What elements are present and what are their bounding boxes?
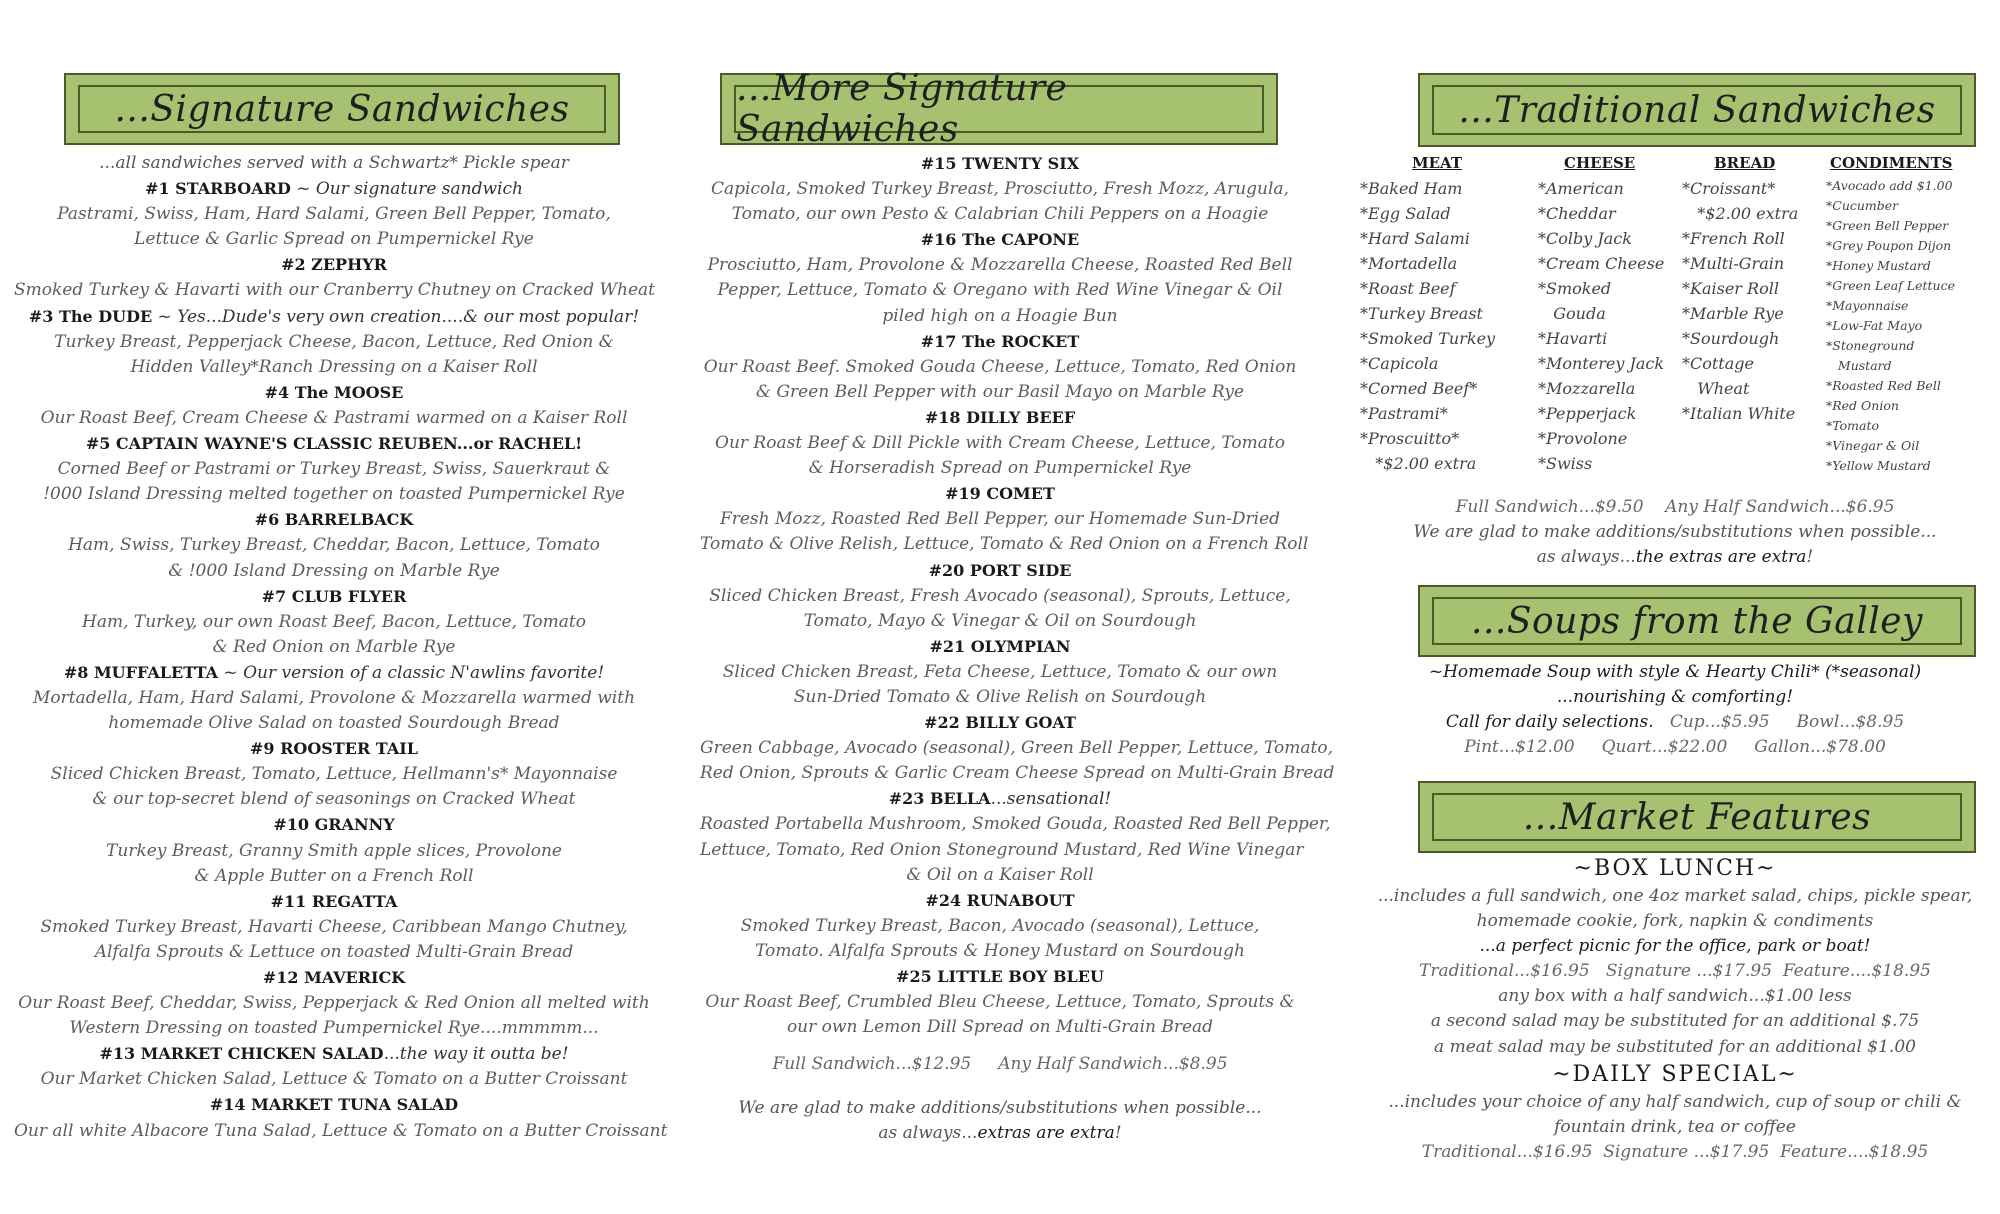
traditional-note1: We are glad to make additions/substitutions when possible... [1413,522,1937,543]
box-note-2: a second salad may be substituted for an additional $.75 [1430,1011,1920,1032]
condiment-option: *Green Bell Pepper [1826,218,1949,233]
signature-item-title: #11 REGATTA [270,891,398,911]
more-item-desc: Roasted Portabella Mushroom, Smoked Gouda, Roasted Red Bell Pepper, [700,814,1331,835]
condiment-option: *Yellow Mustard [1826,458,1931,473]
more-item-title: #24 RUNABOUT [925,890,1075,910]
more-item-desc: Sliced Chicken Breast, Fresh Avocado (seasonal), Sprouts, Lettuce, [709,585,1291,606]
condiment-option: *Tomato [1826,418,1879,433]
meat-option: *Pastrami* [1360,404,1448,423]
signature-item-desc: Our all white Albacore Tuna Salad, Lettuce & Tomato on a Butter Croissant [14,1120,668,1141]
more-note2: as always...extras are extra! [878,1123,1122,1144]
signature-item-title: #5 CAPTAIN WAYNE'S CLASSIC REUBEN...or RACHEL! [85,434,583,454]
signature-item-desc: Smoked Turkey & Havarti with our Cranberry Chutney on Cracked Wheat [14,280,656,301]
bread-option: *Italian White [1682,404,1796,423]
condiment-option: *Green Leaf Lettuce [1826,278,1955,293]
more-item-desc: Sliced Chicken Breast, Feta Cheese, Lettuce, Tomato & our own [722,661,1278,682]
traditional-footer [1360,495,1990,570]
signature-item-title: #2 ZEPHYR [281,255,387,275]
condiment-option: *Grey Poupon Dijon [1826,238,1952,253]
signature-item-desc: Turkey Breast, Pepperjack Cheese, Bacon, Lettuce, Red Onion & [54,331,614,352]
signature-item-desc: Turkey Breast, Granny Smith apple slices, Provolone [106,840,562,861]
market-banner [1418,781,1976,853]
more-prices: Full Sandwich...$12.95 Any Half Sandwich...$8.95 [772,1054,1228,1074]
signature-item-desc: Mortadella, Ham, Hard Salami, Provolone & Mozzarella warmed with [32,687,636,708]
cheese-option: *Cream Cheese [1538,254,1665,273]
soups-line2: ...nourishing & comforting! [1556,687,1794,708]
box-tagline: ...a perfect picnic for the office, park or boat! [1479,936,1871,957]
more-item-title: #22 BILLY GOAT [924,713,1076,733]
more-item-title: #19 COMET [945,484,1055,504]
soups-line3: Call for daily selections. Cup...$5.95 Bowl...$8.95 [1445,712,1905,733]
signature-item-desc: & !000 Island Dressing on Marble Rye [168,560,500,581]
more-item-title: #17 The ROCKET [920,331,1080,351]
bread-option: *Cottage [1682,354,1754,373]
meat-option: *Mortadella [1360,254,1458,273]
signature-item-title: #7 CLUB FLYER [261,586,407,606]
signature-item-desc: Western Dressing on toasted Pumpernickel Rye....mmmmm... [69,1018,599,1039]
condiments-header: CONDIMENTS [1830,154,1953,172]
signature-item-desc: homemade Olive Salad on toasted Sourdough Bread [108,713,560,734]
more-list [700,151,1335,1040]
traditional-title: ...Traditional Sandwiches [1432,85,1962,135]
condiment-option: *Roasted Red Bell [1826,378,1941,393]
bread-option: *Sourdough [1682,329,1780,348]
condiment-option: *Honey Mustard [1826,258,1931,273]
condiment-option: *Low-Fat Mayo [1826,318,1923,333]
signature-item-desc: Ham, Swiss, Turkey Breast, Cheddar, Bacon, Lettuce, Tomato [68,535,600,556]
signature-item-desc: Alfalfa Sprouts & Lettuce on toasted Multi-Grain Bread [94,941,574,962]
signature-item-desc: Ham, Turkey, our own Roast Beef, Bacon, Lettuce, Tomato [82,611,586,632]
more-title: ...More Signature Sandwiches [734,85,1264,133]
meat-option: *Baked Ham [1360,179,1463,198]
cheese-option: Gouda [1538,304,1606,323]
meat-option: *Turkey Breast [1360,304,1483,323]
traditional-prices: Full Sandwich...$9.50 Any Half Sandwich...$6.95 [1455,497,1895,517]
cheese-option: *American [1538,179,1624,198]
more-item-desc: Tomato & Olive Relish, Lettuce, Tomato & Red Onion on a French Roll [700,534,1309,555]
meat-option: *Proscuitto* [1360,429,1460,448]
more-item-desc: piled high on a Hoagie Bun [882,305,1118,326]
cheese-option: *Provolone [1538,429,1628,448]
more-footer [700,1052,1300,1146]
market-info [1360,854,1990,1165]
more-item-desc: & Green Bell Pepper with our Basil Mayo on Marble Rye [755,381,1245,402]
more-note1: We are glad to make additions/substitutions when possible... [738,1098,1262,1119]
meat-option: *Egg Salad [1360,204,1451,223]
more-item-title: #25 LITTLE BOY BLEU [896,967,1104,986]
signature-item-desc: Lettuce & Garlic Spread on Pumpernickel Rye [134,229,534,250]
soups-info [1360,660,1990,760]
signature-item-desc: !000 Island Dressing melted together on toasted Pumpernickel Rye [43,484,625,505]
more-item-title: #15 TWENTY SIX [920,154,1080,173]
cheese-option: *Swiss [1538,454,1593,473]
soups-banner [1418,585,1976,657]
more-item-desc: Tomato, Mayo & Vinegar & Oil on Sourdough [803,610,1197,631]
bread-option: *Kaiser Roll [1682,279,1779,298]
condiment-option: *Vinegar & Oil [1826,438,1920,453]
signature-item-desc: Hidden Valley*Ranch Dressing on a Kaiser Roll [130,356,538,377]
more-item-desc: Our Roast Beef, Crumbled Bleu Cheese, Lettuce, Tomato, Sprouts & [705,992,1295,1013]
box-prices: Traditional...$16.95 Signature ...$17.95 Feature....$18.95 [1419,961,1931,982]
signature-item-title: #1 STARBOARD ~ Our signature sandwich [145,179,523,200]
signature-list [14,151,668,1144]
signature-title: ...Signature Sandwiches [78,85,606,133]
bread-option: Wheat [1682,379,1750,398]
signature-item-title: #10 GRANNY [273,815,395,835]
more-item-desc: Our Roast Beef. Smoked Gouda Cheese, Lettuce, Tomato, Red Onion [703,356,1297,377]
more-item-desc: our own Lemon Dill Spread on Multi-Grain Bread [786,1017,1214,1038]
condiment-option: *Cucumber [1826,198,1899,213]
signature-item-desc: & our top-secret blend of seasonings on Cracked Wheat [92,789,576,810]
special-line-2: fountain drink, tea or coffee [1554,1116,1796,1137]
signature-item-desc: Smoked Turkey Breast, Havarti Cheese, Caribbean Mango Chutney, [40,916,628,937]
cheese-option: *Smoked [1538,279,1612,298]
more-item-desc: Green Cabbage, Avocado (seasonal), Green Bell Pepper, Lettuce, Tomato, [700,738,1334,759]
more-item-desc: Fresh Mozz, Roasted Red Bell Pepper, our Homemade Sun-Dried [719,509,1281,530]
signature-item-desc: Our Roast Beef, Cream Cheese & Pastrami warmed on a Kaiser Roll [40,407,628,428]
condiment-option: Mustard [1826,358,1892,373]
cheese-option: *Havarti [1538,329,1608,348]
signature-item-title: #12 MAVERICK [262,968,406,987]
cheese-option: *Pepperjack [1538,404,1637,423]
more-item-desc: Pepper, Lettuce, Tomato & Oregano with Red Wine Vinegar & Oil [717,280,1283,301]
more-item-title: #23 BELLA...sensational! [888,789,1112,810]
signature-item-desc: & Red Onion on Marble Rye [212,636,456,657]
meat-header: MEAT [1412,154,1463,172]
signature-item-title: #6 BARRELBACK [254,510,414,530]
special-prices: Traditional...$16.95 Signature ...$17.95 Feature....$18.95 [1421,1141,1929,1162]
condiment-option: *Avocado add $1.00 [1826,178,1953,193]
more-item-desc: Smoked Turkey Breast, Bacon, Avocado (seasonal), Lettuce, [740,915,1260,936]
soups-title: ...Soups from the Galley [1432,597,1962,645]
bread-header: BREAD [1714,154,1776,172]
bread-option: *Croissant* [1682,179,1776,198]
condiment-option: *Stoneground [1826,338,1915,353]
more-item-desc: Tomato. Alfalfa Sprouts & Honey Mustard on Sourdough [755,940,1245,961]
soups-line1: ~Homemade Soup with style & Hearty Chili* (*seasonal) [1428,662,1922,682]
meat-option: *$2.00 extra [1360,454,1477,473]
cheese-header: CHEESE [1564,154,1636,172]
signature-item-title: #3 The DUDE ~ Yes...Dude's very own creation....& our most popular! [28,306,640,327]
box-line-2: homemade cookie, fork, napkin & condiments [1476,911,1874,932]
bread-option: *Multi-Grain [1682,254,1785,273]
more-item-desc: Our Roast Beef & Dill Pickle with Cream Cheese, Lettuce, Tomato [715,433,1285,454]
meat-option: *Roast Beef [1360,279,1456,298]
traditional-note2: as always...the extras are extra! [1536,547,1814,568]
more-item-title: #20 PORT SIDE [928,560,1072,580]
more-item-desc: Lettuce, Tomato, Red Onion Stoneground Mustard, Red Wine Vinegar [700,839,1304,860]
condiment-option: *Red Onion [1826,398,1899,413]
signature-item-title: #14 MARKET TUNA SALAD [209,1095,459,1115]
signature-item-title: #9 ROOSTER TAIL [250,739,418,759]
special-line-1: ...includes your choice of any half sandwich, cup of soup or chili & [1388,1091,1962,1112]
box-lunch-title: ~BOX LUNCH~ [1573,856,1777,881]
signature-banner [64,73,620,145]
more-item-desc: & Oil on a Kaiser Roll [906,864,1094,885]
bread-option: *Marble Rye [1682,304,1784,323]
cheese-option: *Cheddar [1538,204,1616,223]
cheese-option: *Colby Jack [1538,229,1632,248]
condiments-column [1826,151,1986,476]
signature-item-desc: & Apple Butter on a French Roll [194,865,474,886]
more-item-desc: Sun-Dried Tomato & Olive Relish on Sourdough [793,686,1207,707]
signature-item-title: #13 MARKET CHICKEN SALAD...the way it outta be! [99,1044,569,1065]
signature-intro: ...all sandwiches served with a Schwartz* Pickle spear [99,153,569,173]
traditional-banner [1418,73,1976,147]
more-item-desc: Tomato, our own Pesto & Calabrian Chili Peppers on a Hoagie [731,204,1269,225]
signature-item-desc: Pastrami, Swiss, Ham, Hard Salami, Green Bell Pepper, Tomato, [57,204,611,225]
more-banner [720,68,1278,150]
more-item-desc: Capicola, Smoked Turkey Breast, Prosciutto, Fresh Mozz, Arugula, [711,179,1289,200]
cheese-option: *Mozzarella [1538,379,1636,398]
box-line-1: ...includes a full sandwich, one 4oz market salad, chips, pickle spear, [1377,886,1973,906]
cheese-option: *Monterey Jack [1538,354,1665,373]
box-note-3: a meat salad may be substituted for an additional $1.00 [1434,1036,1916,1057]
daily-special-title: ~DAILY SPECIAL~ [1552,1061,1798,1087]
bread-option: *$2.00 extra [1682,204,1799,223]
condiment-option: *Mayonnaise [1826,298,1909,313]
cheese-column [1538,151,1698,476]
signature-item-desc: Our Market Chicken Salad, Lettuce & Tomato on a Butter Croissant [40,1069,628,1090]
signature-item-desc: Sliced Chicken Breast, Tomato, Lettuce, Hellmann's* Mayonnaise [50,764,618,785]
more-item-desc: Red Onion, Sprouts & Garlic Cream Cheese Spread on Multi-Grain Bread [700,763,1335,784]
bread-option: *French Roll [1682,229,1785,248]
meat-option: *Corned Beef* [1360,379,1478,398]
meat-column [1360,151,1540,476]
signature-item-desc: Corned Beef or Pastrami or Turkey Breast, Swiss, Sauerkraut & [57,459,611,480]
more-item-title: #18 DILLY BEEF [924,407,1076,427]
meat-option: *Hard Salami [1360,229,1470,248]
traditional-grid [1360,151,1990,481]
more-item-title: #16 The CAPONE [920,230,1080,250]
more-item-desc: & Horseradish Spread on Pumpernickel Rye [808,458,1192,479]
soups-line4: Pint...$12.00 Quart...$22.00 Gallon...$78.00 [1464,737,1886,758]
signature-item-title: #8 MUFFALETTA ~ Our version of a classic N'awlins favorite! [63,662,605,683]
more-item-title: #21 OLYMPIAN [929,636,1071,656]
signature-item-title: #4 The MOOSE [264,382,404,402]
meat-option: *Capicola [1360,354,1439,373]
more-item-desc: Prosciutto, Ham, Provolone & Mozzarella Cheese, Roasted Red Bell [707,255,1293,276]
meat-option: *Smoked Turkey [1360,329,1496,348]
signature-item-desc: Our Roast Beef, Cheddar, Swiss, Pepperjack & Red Onion all melted with [18,993,650,1014]
box-note-1: any box with a half sandwich...$1.00 less [1498,986,1852,1007]
market-title: ...Market Features [1432,793,1962,841]
bread-column [1682,151,1832,426]
